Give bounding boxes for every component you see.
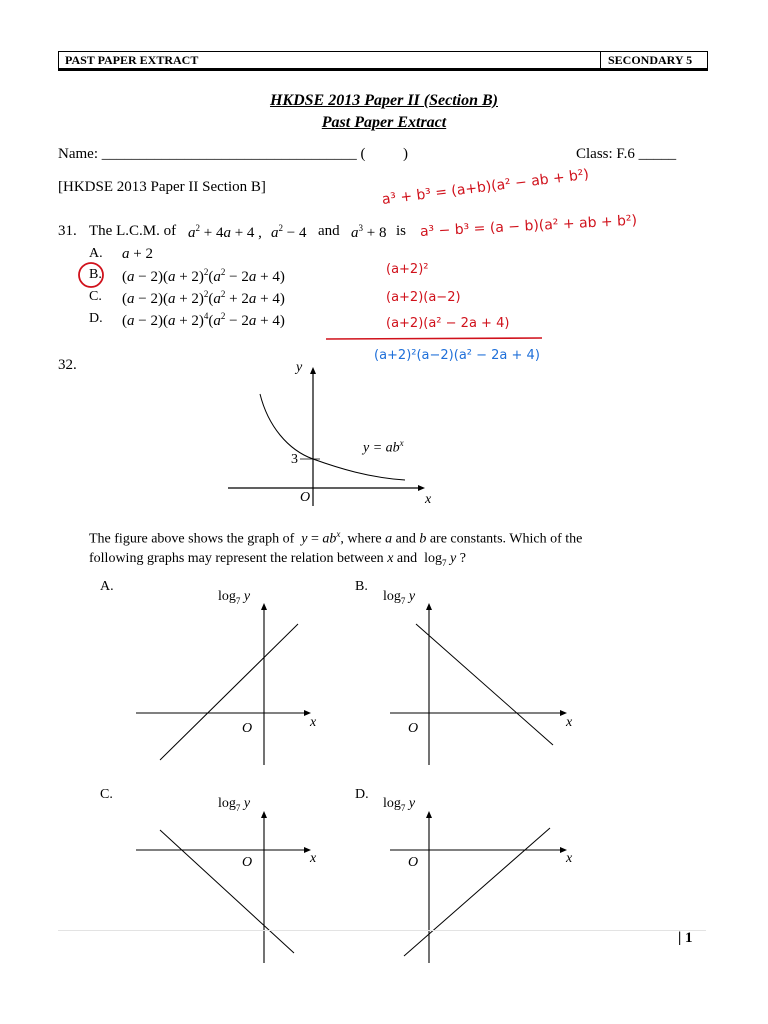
q31-option-d-label: D. xyxy=(89,311,103,326)
handwritten-work-2: (a+2)(a−2) xyxy=(386,290,461,305)
q31-option-b: $(a - 2)(a + 2)^2(a^2 - 2a + 4)$ xyxy=(122,267,285,285)
q31-expr2: $a^2 - 4$ xyxy=(271,223,307,241)
q32-option-a-x-label: x xyxy=(310,715,317,730)
q32-curve-label: $y = ab^x$ xyxy=(363,438,404,456)
q32-option-b-x-label: x xyxy=(566,715,573,730)
q32-option-b-graph xyxy=(388,600,573,770)
q32-option-c-label: C. xyxy=(100,787,113,802)
handwritten-answer: (a+2)²(a−2)(a² − 2a + 4) xyxy=(374,348,540,363)
section-reference: [HKDSE 2013 Paper II Section B] xyxy=(58,179,266,195)
q32-number: 32. xyxy=(58,357,77,373)
q31-option-d: $(a - 2)(a + 2)^4(a^2 - 2a + 4)$ xyxy=(122,311,285,329)
q32-main-y-label: y xyxy=(296,360,303,375)
q32-option-c-graph xyxy=(134,808,312,968)
q32-option-d-label: D. xyxy=(355,787,369,802)
q32-option-a-y-label: $\log_7 y$ xyxy=(218,589,251,606)
q32-option-b-label: B. xyxy=(355,579,368,594)
q32-option-b-y-label: $\log_7 y$ xyxy=(383,589,416,606)
q32-main-graph xyxy=(220,356,450,516)
q32-option-d-origin: O xyxy=(408,855,419,870)
header-box xyxy=(58,51,708,69)
q32-option-d-x-label: x xyxy=(566,851,573,866)
q31-option-a-label: A. xyxy=(89,246,103,261)
q31-option-c: $(a - 2)(a + 2)^2(a^2 + 2a + 4)$ xyxy=(122,289,285,307)
q31-expr3: $a^3 + 8$ xyxy=(351,223,387,241)
q31-stem: The L.C.M. of xyxy=(89,223,177,239)
q32-option-b-origin: O xyxy=(408,721,419,736)
header-divider xyxy=(600,52,601,68)
q32-main-origin: O xyxy=(300,490,311,505)
handwritten-work-1: (a+2)² xyxy=(386,262,429,277)
handwritten-work-3: (a+2)(a² − 2a + 4) xyxy=(386,316,510,331)
q32-option-c-origin: O xyxy=(242,855,253,870)
answer-circle-mark xyxy=(76,260,108,290)
name-line: Name: __________________________________ ( ) xyxy=(58,146,408,162)
page-title: HKDSE 2013 Paper II (Section B) xyxy=(269,92,498,109)
page-number: | 1 xyxy=(678,930,693,946)
handwritten-difference-of-cubes: a³ − b³ = (a − b)(a² + ab + b²) xyxy=(419,212,638,240)
handwritten-sum-of-cubes: a³ + b³ = (a+b)(a² − ab + b²) xyxy=(381,166,590,208)
q32-option-a-label: A. xyxy=(100,579,114,594)
q32-text-line1: The figure above shows the graph of $y = ab^x$, where a and b are constants. Which of the xyxy=(89,529,583,547)
class-line: Class: F.6 _____ xyxy=(576,146,677,162)
q32-option-c-y-label: $\log_7 y$ xyxy=(218,796,251,813)
page-subtitle: Past Paper Extract xyxy=(321,114,447,131)
q32-text-line2: following graphs may represent the relation between x and $\log_7 y$ ? xyxy=(89,551,466,568)
q32-option-a-origin: O xyxy=(242,721,253,736)
q31-option-c-label: C. xyxy=(89,289,102,304)
q31-number: 31. xyxy=(58,223,77,239)
q32-main-x-label: x xyxy=(425,492,432,507)
handwritten-underline xyxy=(324,336,544,342)
q32-option-a-graph xyxy=(134,600,312,770)
footer-rule xyxy=(58,930,706,931)
q31-is: is xyxy=(396,223,407,239)
q31-and: and xyxy=(318,223,340,239)
q32-option-c-x-label: x xyxy=(310,851,317,866)
header-left-label: PAST PAPER EXTRACT xyxy=(65,53,199,67)
q32-option-d-graph xyxy=(388,808,573,968)
header-right-label: SECONDARY 5 xyxy=(608,53,693,67)
q31-expr1: $a^2 + 4a + 4$ , xyxy=(188,223,262,241)
q32-main-intercept: 3 xyxy=(291,452,298,467)
q31-option-b-label: B. xyxy=(89,267,102,282)
q31-option-a: a + 2 xyxy=(122,246,153,262)
q32-option-d-y-label: $\log_7 y$ xyxy=(383,796,416,813)
